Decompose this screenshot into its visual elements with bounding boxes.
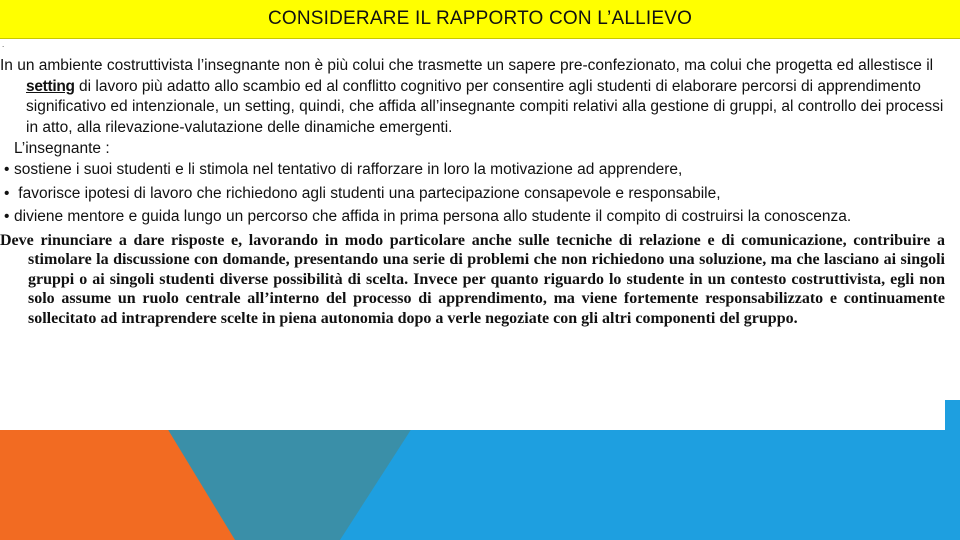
slide-content [0, 56, 945, 328]
bullet-item [0, 207, 945, 228]
bullet-item [0, 184, 945, 205]
teacher-label: L’insegnante : [14, 140, 110, 157]
title-bar [0, 0, 960, 39]
setting-term: setting [26, 77, 75, 95]
bullet-text: sostiene i suoi studenti e li stimola nel tentativo di rafforzare in loro la motivazione ad apprendere, [14, 161, 683, 178]
bullet-icon: • [4, 184, 10, 202]
intro-text-after: di lavoro più adatto allo scambio ed al conflitto cognitivo per consentire agli studenti di elaborare percorsi di apprendimento significativo ed intenzionale, un setting, quindi, che affida all’insegnante compiti relativi alla gestione di gruppi, al controllo dei processi in atto, alla rilevazione-valutazione delle dinamiche emergenti. [26, 77, 944, 136]
bullet-item [0, 160, 945, 181]
intro-text-before: In un ambiente costruttivista l’insegnante non è più colui che trasmette un sapere pre-confezionato, ma colui che progetta ed allestisce il [0, 57, 934, 74]
closing-paragraph: Deve rinunciare a dare risposte e, lavorando in modo particolare anche sulle tecniche di relazione e di comunicazione, contribuire a stimolare la discussione con domande, presentando una serie di problemi che non richiedono una soluzione, ma che lasciano ai singoli gruppi o ai singoli studenti diverse possibilità di scelta. Invece per quanto riguardo lo studente in un contesto costruttivista, egli non solo assume un ruolo centrale all’interno del processo di apprendimento, ma viene fortemente responsabilizzato e continuamente sollecitato ad intraprendere scelte in piena autonomia dopo a verle negoziate con gli altri componenti del gruppo. [0, 231, 945, 327]
slide-title: CONSIDERARE IL RAPPORTO CON L’ALLIEVO [267, 8, 693, 29]
bullet-list [0, 160, 945, 228]
bullet-icon: • [4, 161, 10, 178]
marker-dot: . [2, 40, 5, 49]
bullet-icon: • [4, 208, 10, 225]
intro-paragraph [0, 56, 945, 138]
bullet-text: favorisce ipotesi di lavoro che richiedono agli studenti una partecipazione consapevole e responsabile, [14, 184, 721, 202]
bullet-text: diviene mentore e guida lungo un percorso che affida in prima persona allo studente il compito di costruirsi la conoscenza. [14, 208, 852, 225]
